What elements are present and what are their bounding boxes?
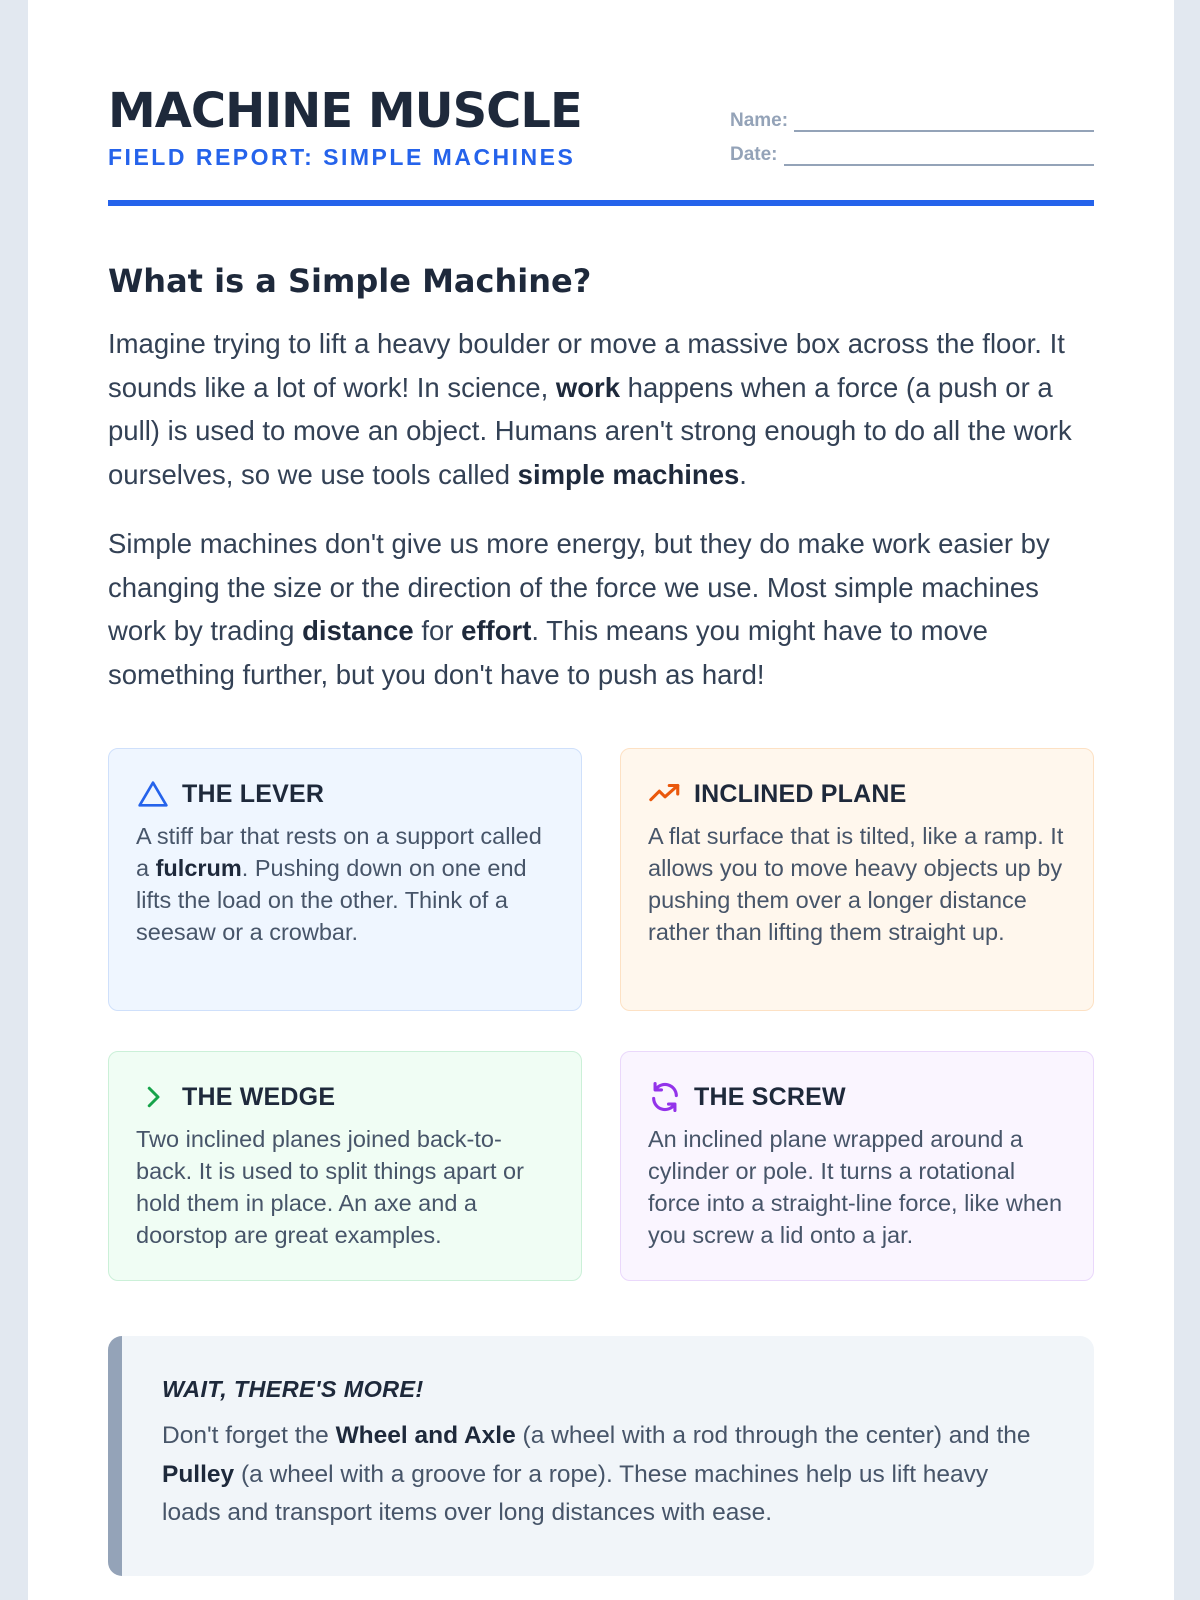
text-run: for	[413, 615, 462, 646]
card-header	[648, 777, 1067, 811]
worksheet-page	[28, 0, 1174, 1600]
card-lever	[108, 748, 582, 1011]
text-run: (a wheel with a groove for a rope). These machines help us lift heavy loads and transport items over long distances with ease.	[162, 1460, 989, 1526]
card-body: Two inclined planes joined back-to-back. It is used to split things apart or hold them in place. An axe and a doorstop are great examples.	[136, 1126, 524, 1248]
date-label: Date:	[730, 144, 778, 165]
card-body	[136, 820, 555, 948]
name-label: Name:	[730, 110, 789, 131]
more-machines-callout	[108, 1336, 1094, 1576]
card-inclined-plane	[620, 748, 1094, 1011]
text-run: . Pushing down on one end lifts the load on the other. Think of a seesaw or a crowbar.	[136, 855, 527, 945]
text-run: A stiff bar that rests on a support called a	[136, 823, 542, 881]
card-header	[136, 777, 555, 811]
card-header	[136, 1080, 555, 1114]
card-title: THE SCREW	[694, 1082, 846, 1111]
text-run: . This means you might have to move something further, but you don't have to push as hard!	[108, 615, 988, 690]
intro-paragraph-1	[108, 322, 1094, 496]
card-screw	[620, 1051, 1094, 1281]
text-run: Don't forget the	[162, 1422, 336, 1449]
name-line	[794, 112, 1094, 132]
card-title: INCLINED PLANE	[694, 779, 907, 808]
bold-term: work	[555, 371, 621, 403]
header	[108, 82, 1094, 206]
chevron-right-icon	[136, 1080, 170, 1114]
bold-term: Wheel and Axle	[335, 1422, 516, 1449]
date-row	[730, 132, 1094, 166]
callout-body	[162, 1417, 1044, 1533]
bold-term: distance	[302, 615, 414, 646]
bold-term: Pulley	[162, 1460, 235, 1488]
bold-term: simple machines	[517, 458, 740, 490]
text-run: Simple machines don't give us more energy, but they do make work easier by changing the size or the direction of the force we use. Most simple machines work by trading	[108, 528, 1050, 646]
card-title: THE LEVER	[182, 779, 325, 808]
trending-up-icon	[648, 777, 682, 811]
name-row	[730, 98, 1094, 132]
triangle-icon	[136, 777, 170, 811]
callout-title: WAIT, THERE'S MORE!	[162, 1376, 424, 1402]
card-body: An inclined plane wrapped around a cylinder or pole. It turns a rotational force into a straight-line force, like when you screw a lid onto a jar.	[648, 1126, 1063, 1248]
card-body: A flat surface that is tilted, like a ramp. It allows you to move heavy objects up by pushing them over a longer distance rather than lifting them straight up.	[648, 823, 1064, 945]
card-title: THE WEDGE	[182, 1082, 336, 1111]
date-line	[784, 146, 1094, 166]
student-info	[730, 98, 1094, 166]
header-divider	[108, 200, 1094, 206]
section-heading: What is a Simple Machine?	[108, 262, 592, 300]
text-run: happens when a force (a push or a pull) is used to move an object. Humans aren't strong enough to do all the work ourselves, so we use tools called	[108, 371, 1072, 490]
card-wedge	[108, 1051, 582, 1281]
card-header	[648, 1080, 1067, 1114]
bold-term: fulcrum	[155, 855, 242, 881]
text-run: Imagine trying to lift a heavy boulder or move a massive box across the floor. It sounds like a lot of work! In science,	[108, 328, 1065, 403]
refresh-icon	[648, 1080, 682, 1114]
text-run: .	[739, 458, 747, 490]
intro-paragraph-2	[108, 522, 1094, 696]
bold-term: effort	[461, 615, 532, 646]
text-run: (a wheel with a rod through the center) and the	[515, 1422, 1031, 1449]
page-subtitle: FIELD REPORT: SIMPLE MACHINES	[108, 144, 576, 170]
page-title: MACHINE MUSCLE	[108, 83, 582, 139]
